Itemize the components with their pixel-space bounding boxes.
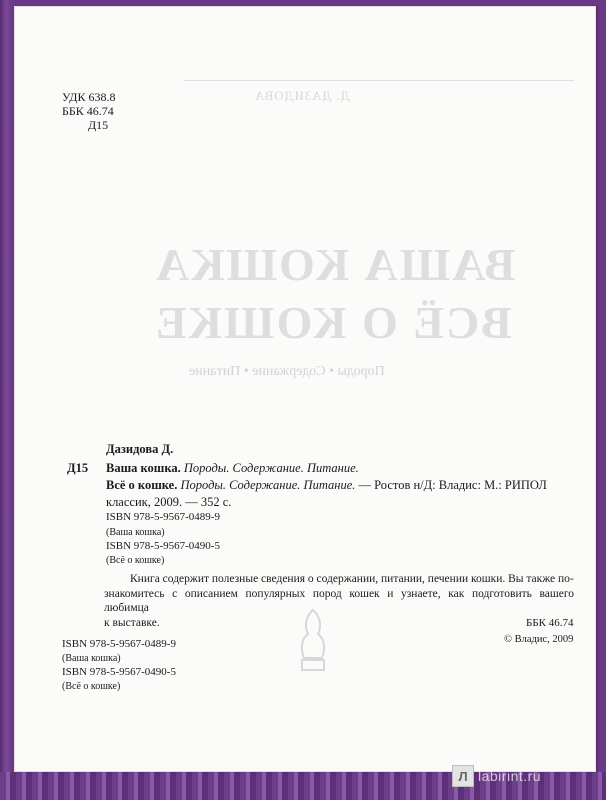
publisher-emblem-icon [290, 606, 336, 676]
isbn-4-note: (Всё о кошке) [62, 681, 121, 692]
catalog-imprint-2: классик, 2009. — 352 с. [106, 495, 232, 509]
bbk-code-top: ББК 46.74 [62, 104, 114, 118]
imprint-line: — Ростов н/Д: Владис: М.: РИПОЛ [358, 478, 547, 492]
summary-line-3: к выставке. [104, 616, 160, 629]
ghost-author: Д. ДАЗИДОВА [254, 88, 350, 103]
site-watermark [452, 762, 602, 790]
watermark-text: labirint.ru [478, 768, 542, 784]
title-1-italic: Породы. Содержание. Питание. [183, 461, 359, 475]
watermark-logo-icon: Л [452, 765, 474, 787]
title-2-bold: Всё о кошке. [106, 478, 178, 492]
author-mark-top: Д15 [88, 118, 109, 132]
isbn-1: ISBN 978-5-9567-0489-9 [106, 511, 220, 523]
title-2-italic: Породы. Содержание. Питание. [180, 478, 356, 492]
ghost-rule [184, 80, 574, 81]
catalog-author: Дазидова Д. [106, 442, 174, 456]
udk-code: УДК 638.8 [62, 90, 116, 104]
isbn-3-note: (Ваша кошка) [62, 653, 121, 664]
ghost-title-2: ВСЁ О КОШКЕ [154, 297, 512, 348]
isbn-1-note: (Ваша кошка) [106, 527, 165, 538]
isbn-2: ISBN 978-5-9567-0490-5 [106, 540, 220, 552]
summary-line-2: знакомитесь с описанием популярных пород кошек и узнаете, как подготовить вашего любимца [104, 587, 574, 614]
ghost-title-1: ВАША КОШКА [154, 239, 516, 290]
copyright-line: © Владис, 2009 [504, 634, 574, 645]
isbn-2-note: (Всё о кошке) [106, 555, 165, 566]
book-page [14, 6, 596, 772]
isbn-4: ISBN 978-5-9567-0490-5 [62, 666, 176, 678]
summary-line-1: Книга содержит полезные сведения о содержании, питании, печении кошки. Вы также по- [130, 573, 574, 585]
catalog-title-1 [106, 460, 359, 476]
catalog-code: Д15 [67, 461, 89, 475]
isbn-3: ISBN 978-5-9567-0489-9 [62, 638, 176, 650]
bbk-code-bottom: ББК 46.74 [526, 617, 574, 629]
catalog-title-2 [106, 477, 547, 493]
book-summary [104, 572, 574, 630]
ghost-subtitle: Породы • Содержание • Питание [189, 364, 385, 379]
title-1-bold: Ваша кошка. [106, 461, 181, 475]
